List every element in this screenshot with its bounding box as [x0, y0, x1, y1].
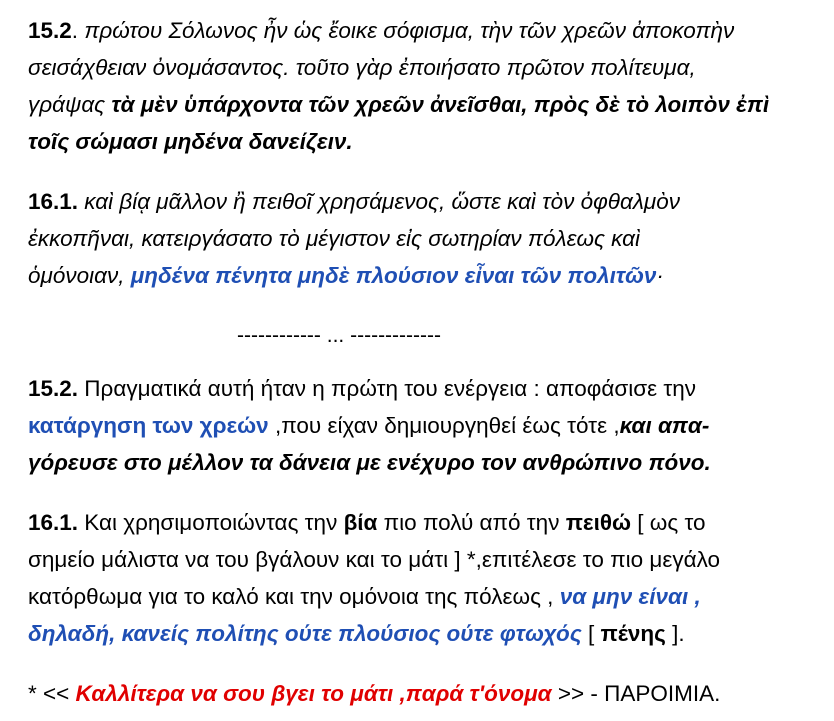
emphasis-span: και απα- [619, 413, 710, 438]
text-line [28, 257, 818, 294]
text-line [28, 123, 818, 160]
text-span: ]. [665, 621, 685, 646]
text-line [28, 541, 818, 578]
text-span: ὁμόνοιαν, [28, 263, 131, 288]
emphasis-span: τὰ μὲν ὑπάρχοντα τῶν χρεῶν ἀνεῖσθαι, πρὸς δὲ τὸ λοιπὸν ἐπὶ [111, 92, 770, 117]
text-line [28, 444, 818, 481]
highlight-span: δηλαδή, κανείς πολίτης ούτε πλούσιος ούτε φτωχός [28, 621, 582, 646]
highlight-span: να μην είναι , [559, 584, 701, 609]
text-line [28, 183, 818, 220]
text-line [28, 220, 818, 257]
text-span: σημείο μάλιστα να του βγάλουν και το μάτι ] *,επιτέλεσε το πιο μεγάλο [28, 547, 721, 572]
text-span: [ [581, 621, 601, 646]
text-line [28, 407, 818, 444]
text-span: ἐκκοπῆναι, κατειργάσατο τὸ μέγιστον εἰς σωτηρίαν πόλεως καὶ [28, 226, 640, 251]
text-line [28, 578, 818, 615]
section-number: 15.2 [28, 18, 72, 43]
text-span: γράψας [28, 92, 112, 117]
text-span: πρώτου Σόλωνος ἦν ὡς ἔοικε σόφισμα, τὴν τῶν χρεῶν ἀποκοπὴν [78, 18, 735, 43]
highlight-span: κατάργηση των χρεών [28, 413, 269, 438]
text-span: κατόρθωμα για το καλό και την ομόνοια της πόλεως , [28, 584, 560, 609]
footnote-proverb [28, 675, 818, 712]
text-line [28, 504, 818, 541]
text-span: · [656, 263, 664, 288]
text-line [28, 675, 818, 712]
text-span: * << [28, 681, 76, 706]
paragraph-16-1-ancient [28, 183, 818, 294]
text-line [28, 370, 818, 407]
proverb-text: Καλλίτερα να σου βγει το μάτι ,παρά τ'όνομα [75, 681, 552, 706]
paragraph-15-2-ancient [28, 12, 818, 160]
text-line [28, 86, 818, 123]
text-span: >> - ΠΑΡΟΙΜΙΑ. [551, 681, 721, 706]
emphasis-span: τοῖς σώμασι μηδένα δανείζειν. [28, 129, 353, 154]
emphasis-span: γόρευσε στο μέλλον τα δάνεια με ενέχυρο τον ανθρώπινο πόνο. [28, 450, 711, 475]
text-line [28, 12, 818, 49]
text-span: Πραγματικά αυτή ήταν η πρώτη του ενέργεια : αποφάσισε την [78, 376, 697, 401]
highlight-span: μηδένα πένητα μηδὲ πλούσιον εἶναι τῶν πολιτῶν [130, 263, 657, 288]
paragraph-15-2-translation [28, 370, 818, 481]
paragraph-16-1-translation [28, 504, 818, 652]
section-number: 15.2. [28, 376, 79, 401]
bold-word: πειθώ [565, 510, 632, 535]
text-span: [ ως το [631, 510, 706, 535]
text-span: ,που είχαν δημιουργηθεί έως τότε , [268, 413, 620, 438]
text-span: καὶ βίᾳ μᾶλλον ἢ πειθοῖ χρησάμενος, ὥστε καὶ τὸν ὀφθαλμὸν [78, 189, 680, 214]
section-dot: . [71, 18, 79, 43]
text-line [28, 615, 818, 652]
text-line [28, 49, 818, 86]
bold-word: βία [343, 510, 378, 535]
text-span: Και χρησιμοποιώντας την [78, 510, 344, 535]
text-span: σεισάχθειαν ὀνομάσαντος. τοῦτο γὰρ ἐποιήσατο πρῶτον πολίτευμα, [28, 55, 696, 80]
section-separator: ------------ ... ------------- [237, 324, 442, 347]
section-number: 16.1. [28, 189, 79, 214]
section-number: 16.1. [28, 510, 79, 535]
text-span: πιο πολύ από την [377, 510, 566, 535]
bold-word: πένης [600, 621, 666, 646]
